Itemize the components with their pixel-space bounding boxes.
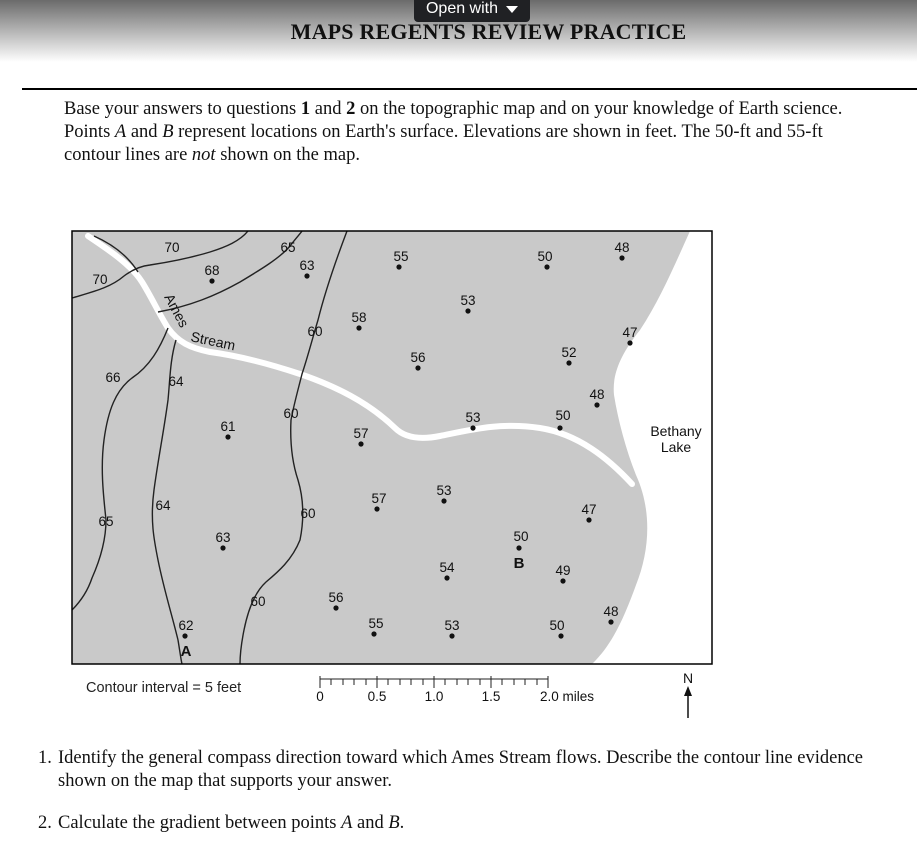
elevation-point xyxy=(516,545,521,550)
elevation-point xyxy=(560,578,565,583)
scale-bar xyxy=(320,676,548,688)
elevation-point xyxy=(396,264,401,269)
contour-label: 66 xyxy=(105,370,121,385)
scale-tick-label: 1.5 xyxy=(481,689,501,704)
elevation-label: 53 xyxy=(436,483,452,498)
elevation-label: 56 xyxy=(328,590,344,605)
elevation-label: 55 xyxy=(393,249,409,264)
point-b-label: B xyxy=(513,555,525,572)
elevation-label: 57 xyxy=(353,426,369,441)
elevation-point xyxy=(594,402,599,407)
elevation-point xyxy=(449,633,454,638)
contour-label: 70 xyxy=(92,272,108,287)
elevation-point xyxy=(557,425,562,430)
elevation-point xyxy=(225,434,230,439)
elevation-point xyxy=(619,255,624,260)
elevation-point xyxy=(444,575,449,580)
elevation-label: 47 xyxy=(581,502,597,517)
elevation-label: 54 xyxy=(439,560,455,575)
elevation-point xyxy=(356,325,361,330)
elevation-label: 50 xyxy=(555,408,571,423)
elevation-label: 47 xyxy=(622,325,638,340)
elevation-point xyxy=(371,631,376,636)
contour-label: 65 xyxy=(98,514,114,529)
question-2: 2. Calculate the gradient between points A and B. xyxy=(38,813,405,833)
elevation-label: 48 xyxy=(603,604,619,619)
contour-interval-label: Contour interval = 5 feet xyxy=(86,680,242,696)
elevation-label: 50 xyxy=(549,618,565,633)
stream-label-ames: Ames xyxy=(161,290,193,331)
contour-label: 64 xyxy=(155,498,171,513)
elevation-label: 50 xyxy=(537,249,553,264)
elevation-label: 63 xyxy=(215,530,231,545)
elevation-label: 57 xyxy=(371,491,387,506)
elevation-label: 50 xyxy=(513,529,529,544)
question-1: 1. Identify the general compass direction toward which Ames Stream flows. Describe the contour line evidence shown on the map that supports your answer. xyxy=(38,748,864,791)
north-arrow-icon xyxy=(684,686,692,718)
contour-label: 70 xyxy=(164,240,180,255)
scale-tick-label: 2.0 miles xyxy=(539,689,595,704)
elevation-point xyxy=(544,264,549,269)
elevation-point xyxy=(627,340,632,345)
open-with-label: Open with xyxy=(425,0,499,17)
elevation-label: 53 xyxy=(460,293,476,308)
elevation-label: 52 xyxy=(561,345,577,360)
question-list xyxy=(38,747,898,835)
elevation-label: 58 xyxy=(351,310,367,325)
elevation-label: 53 xyxy=(444,618,460,633)
elevation-point xyxy=(586,517,591,522)
elevation-point xyxy=(415,365,420,370)
elevation-point xyxy=(608,619,613,624)
contour-label: 60 xyxy=(250,594,266,609)
elevation-label: 56 xyxy=(410,350,426,365)
elevation-label: 49 xyxy=(555,563,571,578)
elevation-point xyxy=(358,441,363,446)
elevation-point xyxy=(558,633,563,638)
elevation-point xyxy=(470,425,475,430)
point-a-label: A xyxy=(180,643,192,660)
stream-label-stream: Stream xyxy=(189,328,237,354)
elevation-label: 68 xyxy=(204,263,220,278)
scale-tick-label: 1.0 xyxy=(424,689,444,704)
elevation-point xyxy=(333,605,338,610)
elevation-point xyxy=(182,633,187,638)
elevation-point xyxy=(374,506,379,511)
lake-label-lake: Lake xyxy=(660,439,692,455)
elevation-label: 61 xyxy=(220,419,236,434)
contour-label: 60 xyxy=(307,324,323,339)
elevation-label: 62 xyxy=(178,618,194,633)
elevation-point xyxy=(465,308,470,313)
elevation-label: 55 xyxy=(368,616,384,631)
contour-label: 65 xyxy=(280,240,296,255)
lake-label-bethany: Bethany xyxy=(650,423,702,439)
contour-label: 64 xyxy=(168,374,184,389)
contour-label: 60 xyxy=(283,406,299,421)
elevation-point xyxy=(441,498,446,503)
elevation-point xyxy=(209,278,214,283)
elevation-point xyxy=(220,545,225,550)
north-label: N xyxy=(682,670,694,686)
elevation-label: 48 xyxy=(589,387,605,402)
elevation-point xyxy=(566,360,571,365)
elevation-label: 48 xyxy=(614,240,630,255)
elevation-label: 63 xyxy=(299,258,315,273)
intro-paragraph: Base your answers to questions 1 and 2 on the topographic map and on your knowledge of Earth science. Points A and B represent locations on Earth's surface. Elevations are shown in feet. The 50-ft and 55-ft contour lines are not shown on the map. xyxy=(64,99,843,165)
elevation-label: 53 xyxy=(465,410,481,425)
contour-label: 60 xyxy=(300,506,316,521)
scale-tick-label: 0.5 xyxy=(367,689,387,704)
scale-tick-label: 0 xyxy=(316,689,324,704)
page-title: MAPS REGENTS REVIEW PRACTICE xyxy=(290,19,687,44)
elevation-point xyxy=(304,273,309,278)
